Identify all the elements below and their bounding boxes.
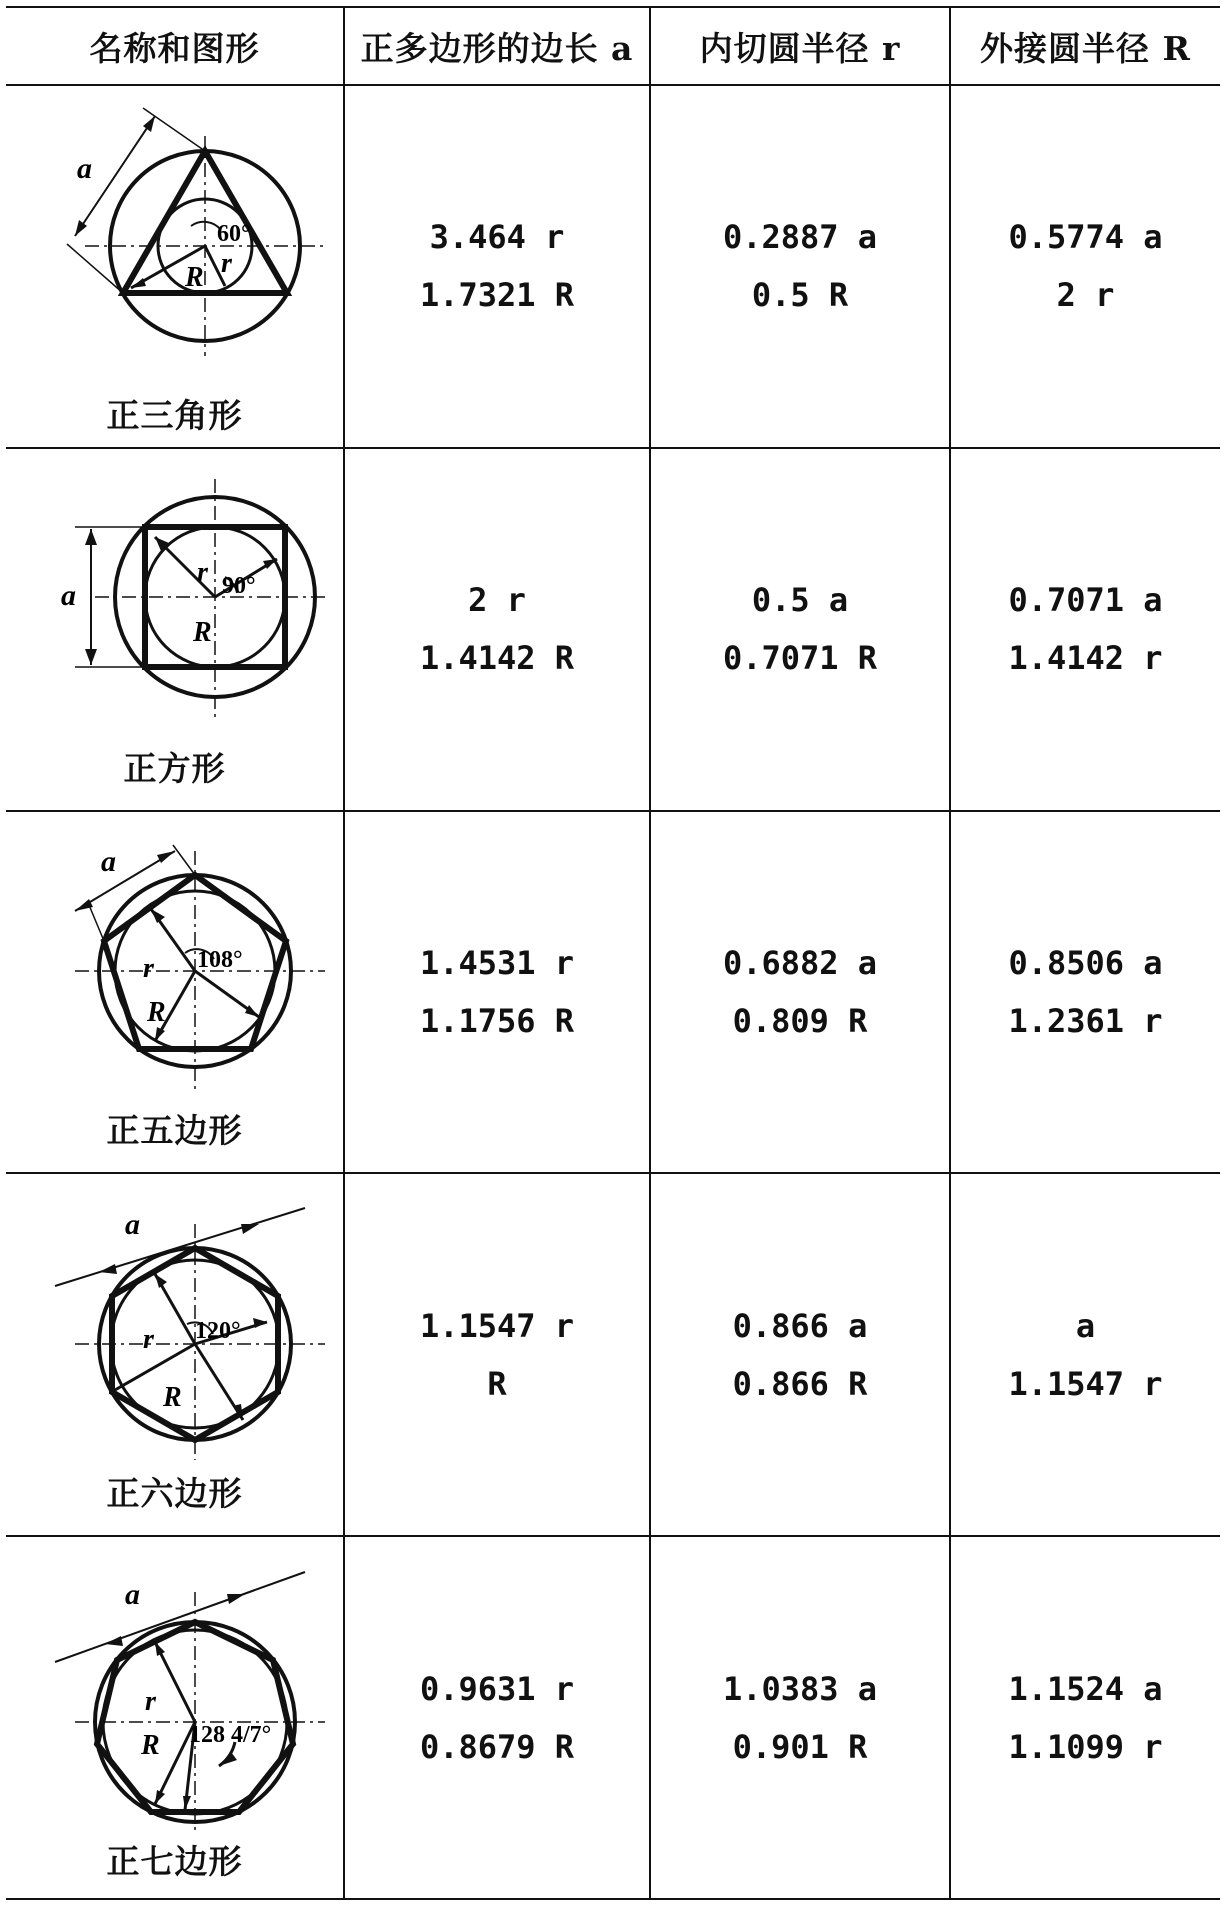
- side-formulas: [344, 1536, 650, 1899]
- formula: 0.5 R: [751, 276, 849, 315]
- formula: 0.9631 r: [419, 1669, 575, 1708]
- outer-radius-formulas: [950, 811, 1220, 1174]
- formula: 2 r: [1056, 276, 1115, 315]
- formula: 0.866 R: [732, 1364, 868, 1403]
- figure-cell: [6, 448, 344, 811]
- header-row: [6, 7, 1220, 85]
- inner-radius-label: r: [142, 1324, 154, 1356]
- outer-radius-formulas: [950, 1536, 1220, 1899]
- figure-cell: [6, 811, 344, 1174]
- header-side: 正多边形的边长 a: [344, 7, 650, 85]
- shape-name: 正三角形: [106, 395, 243, 435]
- formula: 1.2361 r: [1008, 1001, 1163, 1040]
- shape-name: 正方形: [123, 748, 226, 788]
- formula: 1.4531 r: [419, 943, 575, 982]
- heptagon-figure: [15, 1552, 335, 1832]
- formula: 1.1756 R: [419, 1001, 575, 1040]
- table-row: [6, 1173, 1220, 1536]
- formula: 2 r: [468, 581, 526, 620]
- angle-label: 108°: [196, 947, 243, 974]
- figure-cell: [6, 85, 344, 448]
- formula: 1.1547 r: [419, 1306, 575, 1345]
- formula: 1.1099 r: [1008, 1727, 1163, 1766]
- formula: 0.5 a: [751, 581, 849, 620]
- shape-name: 正七边形: [106, 1842, 243, 1882]
- formula: 3.464 r: [429, 218, 565, 257]
- inner-radius-label: r: [220, 247, 232, 279]
- formula: 1.4142 R: [419, 639, 575, 678]
- side-label: a: [60, 578, 76, 612]
- formula: 1.1547 r: [1008, 1364, 1163, 1403]
- header-name: 名称和图形: [6, 7, 344, 85]
- table-row: [6, 1536, 1220, 1899]
- side-label: a: [124, 1578, 140, 1612]
- table-row: [6, 85, 1220, 448]
- inner-radius-label: r: [144, 1686, 156, 1718]
- figure-cell: [6, 1536, 344, 1899]
- inner-radius-formulas: [650, 85, 950, 448]
- hexagon-figure: [15, 1194, 335, 1464]
- formula: 0.7071 R: [722, 639, 878, 678]
- table-row: [6, 448, 1220, 811]
- header-outer-radius: 外接圆半径 R: [950, 7, 1220, 85]
- side-label: a: [100, 845, 116, 879]
- outer-radius-label: R: [162, 1382, 182, 1414]
- side-formulas: [344, 1173, 650, 1536]
- formula: R: [487, 1364, 507, 1403]
- inner-radius-formulas: [650, 1536, 950, 1899]
- formula: 1.1524 a: [1008, 1669, 1163, 1708]
- side-formulas: [344, 448, 650, 811]
- formula: 0.866 a: [732, 1306, 868, 1345]
- angle-label: 120°: [194, 1318, 241, 1345]
- outer-radius-label: R: [192, 616, 212, 648]
- inner-radius-formulas: [650, 1173, 950, 1536]
- formula: 0.8679 R: [419, 1727, 575, 1766]
- side-formulas: [344, 811, 650, 1174]
- pentagon-figure: [15, 831, 335, 1101]
- angle-label: 128 4/7°: [188, 1722, 271, 1749]
- formula: 1.7321 R: [419, 276, 575, 315]
- formula: 0.901 R: [732, 1727, 868, 1766]
- table-row: [6, 811, 1220, 1174]
- angle-label: 60°: [216, 220, 251, 247]
- inner-radius-formulas: [650, 811, 950, 1174]
- inner-radius-formulas: [650, 448, 950, 811]
- figure-cell: [6, 1173, 344, 1536]
- side-formulas: [344, 85, 650, 448]
- side-label: a: [76, 151, 92, 185]
- formula: 1.4142 r: [1008, 639, 1163, 678]
- outer-radius-formulas: [950, 1173, 1220, 1536]
- shape-name: 正五边形: [106, 1111, 243, 1151]
- angle-label: 90°: [221, 572, 256, 599]
- header-inner-radius: 内切圆半径 r: [650, 7, 950, 85]
- formula: a: [1075, 1306, 1096, 1345]
- inner-radius-label: r: [196, 556, 208, 588]
- polygon-formula-table: [6, 6, 1220, 1900]
- side-label: a: [124, 1208, 140, 1242]
- formula: 0.809 R: [732, 1001, 868, 1040]
- outer-radius-formulas: [950, 85, 1220, 448]
- square-figure: [15, 469, 335, 739]
- formula: 1.0383 a: [722, 1669, 878, 1708]
- outer-radius-label: R: [140, 1730, 160, 1762]
- inner-radius-label: r: [142, 953, 154, 985]
- shape-name: 正六边形: [106, 1474, 243, 1514]
- formula: 0.2887 a: [722, 218, 878, 257]
- formula: 0.6882 a: [722, 943, 878, 982]
- formula: 0.8506 a: [1008, 943, 1163, 982]
- formula: 0.7071 a: [1008, 581, 1163, 620]
- triangle-figure: [15, 96, 335, 386]
- outer-radius-formulas: [950, 448, 1220, 811]
- outer-radius-label: R: [184, 261, 204, 293]
- outer-radius-label: R: [146, 997, 166, 1029]
- formula: 0.5774 a: [1008, 218, 1163, 257]
